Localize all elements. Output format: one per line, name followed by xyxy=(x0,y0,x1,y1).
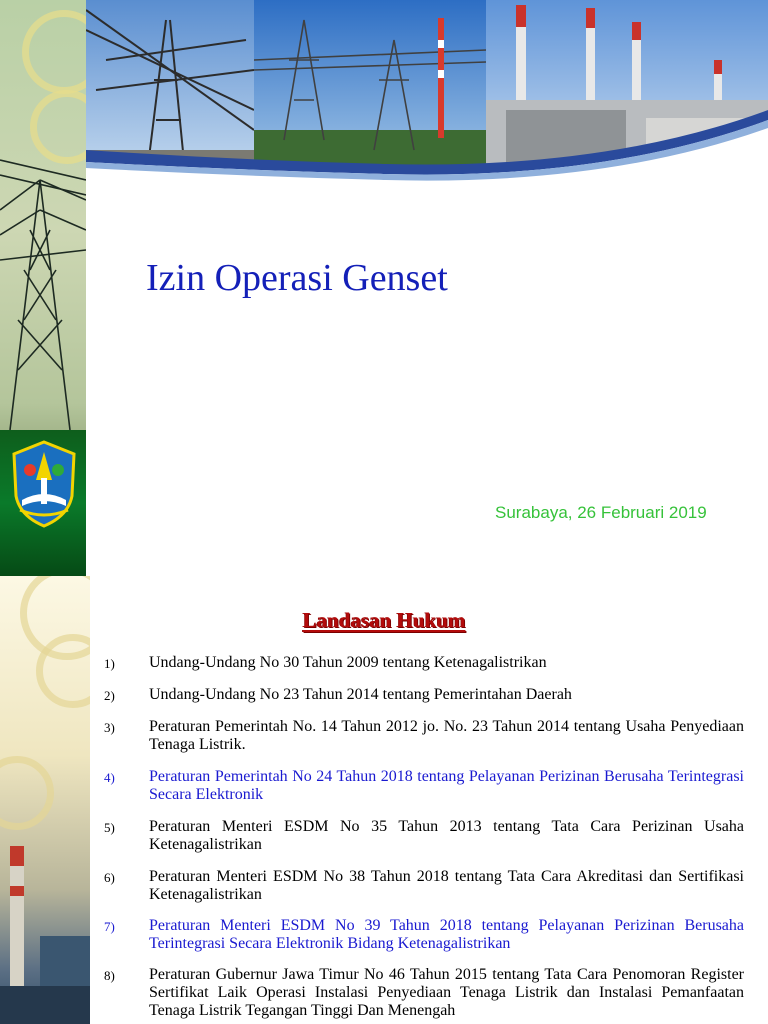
legal-basis-slide xyxy=(0,576,768,1024)
list-item-text: Peraturan Pemerintah No. 14 Tahun 2012 jo. No. 23 Tahun 2014 tentang Usaha Penyediaan Tenaga Listrik. xyxy=(149,718,744,753)
left-decorative-strip xyxy=(0,0,86,576)
left-decorative-strip xyxy=(0,576,90,1024)
list-item-number: 6) xyxy=(104,870,115,885)
date-location-line: Surabaya, 26 Februari 2019 xyxy=(495,503,707,522)
power-plant-chimney-icon xyxy=(0,826,90,1024)
list-item-number: 1) xyxy=(104,656,115,671)
section-heading: Landasan Hukum xyxy=(302,608,466,632)
list-item-number: 3) xyxy=(104,720,115,735)
slide-title: Izin Operasi Genset xyxy=(146,257,448,299)
list-item-number: 2) xyxy=(104,688,115,703)
list-item-number: 5) xyxy=(104,820,115,835)
list-item-number: 4) xyxy=(104,770,115,785)
list-item-text: Peraturan Pemerintah No 24 Tahun 2018 tentang Pelayanan Perizinan Berusaha Terintegrasi Secara Elektronik xyxy=(149,768,744,803)
list-item-number: 7) xyxy=(104,919,115,934)
list-item-number: 8) xyxy=(104,968,115,983)
list-item-text: Undang-Undang No 23 Tahun 2014 tentang Pemerintahan Daerah xyxy=(149,686,572,703)
list-item-text: Peraturan Gubernur Jawa Timur No 46 Tahun 2015 tentang Tata Cara Penomoran Register Sertifikat Laik Operasi Instalasi Penyediaan Tenaga Listrik dan Instalasi Pemanfaatan Tenaga Listrik Tegangan Tinggi Dan Menengah xyxy=(149,966,744,1019)
decorative-ring xyxy=(22,10,86,94)
east-java-emblem-icon xyxy=(8,440,80,530)
list-item-text: Peraturan Menteri ESDM No 39 Tahun 2018 tentang Pelayanan Perizinan Berusaha Terintegrasi Secara Elektronik Bidang Ketenagalistrikan xyxy=(149,917,744,952)
decorative-ring xyxy=(0,756,54,830)
blue-swoosh-band xyxy=(86,110,768,200)
list-item-text: Undang-Undang No 30 Tahun 2009 tentang Ketenagalistrikan xyxy=(149,654,547,671)
list-item-text: Peraturan Menteri ESDM No 35 Tahun 2013 tentang Tata Cara Perizinan Usaha Ketenagalistrikan xyxy=(149,818,744,853)
transmission-tower-icon xyxy=(0,140,86,430)
list-item-text: Peraturan Menteri ESDM No 38 Tahun 2018 tentang Tata Cara Akreditasi dan Sertifikasi Ketenagalistrikan xyxy=(149,868,744,903)
